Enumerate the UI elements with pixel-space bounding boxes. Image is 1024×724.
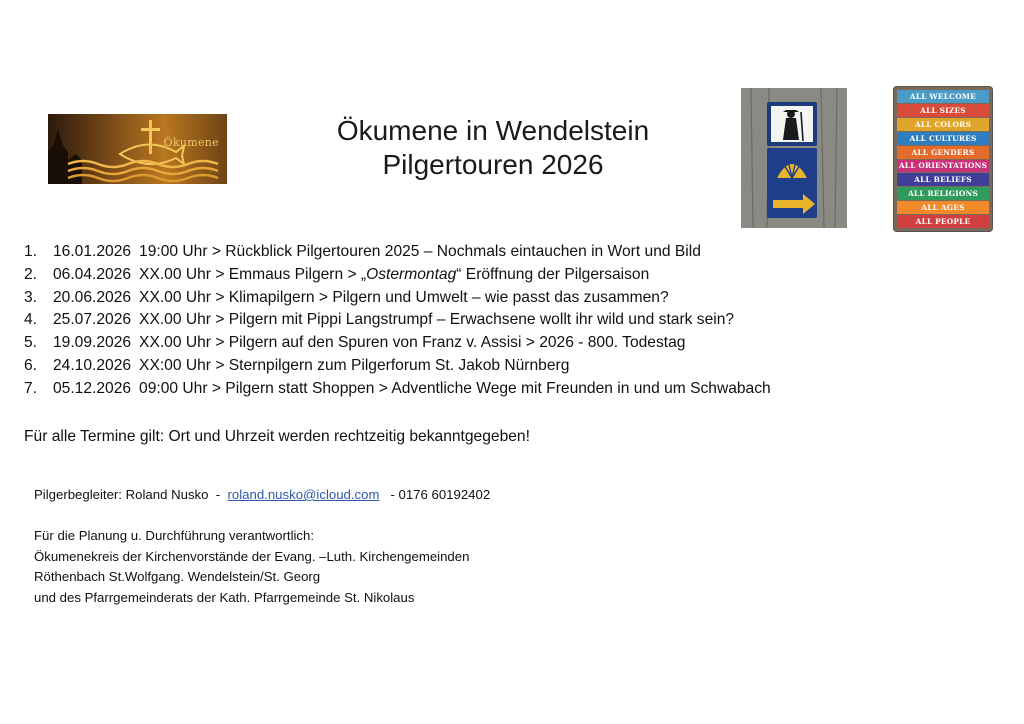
welcome-band: ALL SIZES	[897, 104, 989, 117]
list-item	[24, 264, 904, 287]
page-title	[300, 114, 686, 182]
list-item	[24, 287, 904, 310]
event-list	[24, 241, 904, 401]
welcome-band: ALL RELIGIONS	[897, 187, 989, 200]
schedule-note: Für alle Termine gilt: Ort und Uhrzeit werden rechtzeitig bekanntgegeben!	[24, 428, 530, 445]
welcome-band: ALL WELCOME	[897, 90, 989, 103]
email-link[interactable]: roland.nusko@icloud.com	[227, 487, 380, 502]
list-item	[24, 241, 904, 264]
list-item	[24, 332, 904, 355]
responsible-line-2: Ökumenekreis der Kirchenvorstände der Evang. –Luth. Kirchengemeinden	[34, 548, 470, 564]
pilgrim-scallop-icon	[741, 88, 847, 228]
welcome-band: ALL COLORS	[897, 118, 989, 131]
pilgrim-sign-image	[741, 88, 847, 228]
event-date: 25.07.2026	[53, 311, 132, 329]
event-text: 09:00 Uhr > Pilgern statt Shoppen > Adventliche Wege mit Freunden in und um Schwabach	[139, 379, 771, 397]
event-date: 19.09.2026	[53, 334, 132, 352]
contact-line	[34, 485, 490, 505]
responsible-block	[34, 526, 469, 608]
event-number: 7.	[24, 379, 38, 397]
welcome-band: ALL GENDERS	[897, 146, 989, 159]
title-line-1: Ökumene in Wendelstein	[336, 115, 650, 146]
list-item	[24, 309, 904, 332]
list-item	[24, 378, 904, 401]
event-text-post: “ Eröffnung der Pilgersaison	[456, 265, 650, 283]
event-date: 16.01.2026	[53, 243, 132, 260]
event-text: XX:00 Uhr > Sternpilgern zum Pilgerforum St. Jakob Nürnberg	[139, 356, 570, 374]
event-date: 20.06.2026	[53, 288, 132, 306]
event-number: 1.	[24, 243, 38, 260]
welcome-band: ALL CULTURES	[897, 132, 989, 145]
title-line-2: Pilgertouren 2026	[382, 149, 604, 180]
welcome-band: ALL PEOPLE	[897, 215, 989, 228]
event-number: 6.	[24, 356, 38, 374]
welcome-band: ALL BELIEFS	[897, 173, 989, 186]
all-welcome-sign	[893, 86, 993, 232]
event-number: 2.	[24, 265, 38, 283]
event-number: 5.	[24, 334, 38, 352]
event-text-pre: XX.00 Uhr > Emmaus Pilgern > „	[139, 265, 367, 283]
logo-text: Ökumene	[163, 136, 219, 149]
event-date: 05.12.2026	[53, 379, 132, 397]
event-date: 06.04.2026	[53, 265, 132, 283]
event-number: 4.	[24, 311, 38, 329]
church-cross-fish-icon	[48, 114, 227, 184]
list-item	[24, 355, 904, 378]
responsible-line-3: Röthenbach St.Wolfgang. Wendelstein/St. Georg	[34, 569, 321, 585]
oekumene-logo	[48, 114, 227, 184]
event-number: 3.	[24, 288, 38, 306]
welcome-band: ALL AGES	[897, 201, 989, 214]
welcome-band: ALL ORIENTATIONS	[898, 161, 988, 171]
contact-prefix: Pilgerbegleiter: Roland Nusko -	[34, 487, 228, 502]
event-text-emphasis: Ostermontag	[366, 265, 457, 283]
responsible-line-1: Für die Planung u. Durchführung verantwortlich:	[34, 528, 315, 543]
event-text: XX.00 Uhr > Klimapilgern > Pilgern und Umwelt – wie passt das zusammen?	[139, 288, 669, 306]
contact-phone: - 0176 60192402	[379, 487, 491, 502]
event-text: 19:00 Uhr > Rückblick Pilgertouren 2025 – Nochmals eintauchen in Wort und Bild	[139, 243, 701, 260]
event-text: XX.00 Uhr > Pilgern auf den Spuren von Franz v. Assisi > 2026 - 800. Todestag	[139, 334, 686, 352]
event-text: XX.00 Uhr > Pilgern mit Pippi Langstrumpf – Erwachsene wollt ihr wild und stark sein?	[139, 311, 735, 329]
event-date: 24.10.2026	[53, 356, 132, 374]
responsible-line-4: und des Pfarrgemeinderats der Kath. Pfarrgemeinde St. Nikolaus	[34, 589, 415, 605]
